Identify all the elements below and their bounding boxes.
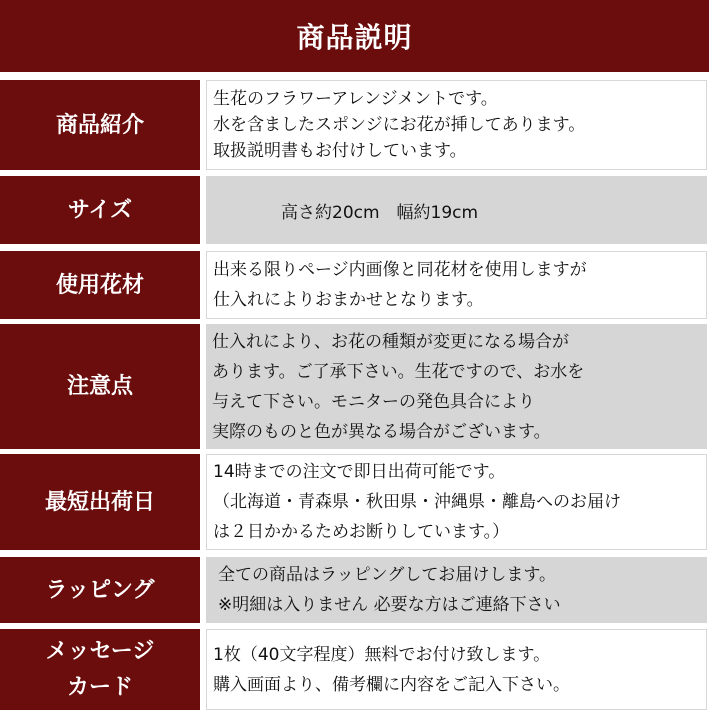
row-label-line: カード	[66, 674, 133, 700]
row-size	[0, 176, 709, 244]
content-line: 仕入れによりおまかせとなります。	[213, 290, 484, 310]
row-content	[206, 176, 707, 244]
content-line: 水を含ましたスポンジにお花が挿してあります。	[213, 115, 586, 135]
row-label: 注意点	[0, 324, 200, 449]
row-label: ラッピング	[0, 557, 200, 623]
row-wrapping	[0, 557, 709, 623]
content-line: 生花のフラワーアレンジメントです。	[213, 89, 498, 109]
content-line: あります。ご了承下さい。生花ですので、お水を	[212, 361, 585, 382]
content-line: ※明細は入りません 必要な方はご連絡下さい	[218, 595, 561, 615]
row-label: サイズ	[0, 176, 200, 244]
row-product-intro	[0, 80, 709, 170]
content-line: 与えて下さい。モニターの発色具合により	[212, 391, 535, 412]
row-shipping	[0, 454, 709, 550]
row-label-line: メッセージ	[45, 638, 155, 664]
row-flower-materials	[0, 251, 709, 319]
row-content	[206, 251, 707, 319]
row-message-card	[0, 629, 709, 710]
content-line: は２日かかるためお断りしています。）	[213, 522, 510, 542]
row-content	[206, 324, 707, 449]
row-content	[206, 454, 707, 550]
row-content	[206, 80, 707, 170]
content-line: 仕入れにより、お花の種類が変更になる場合が	[212, 331, 569, 352]
row-content	[206, 557, 707, 623]
content-line: 全ての商品はラッピングしてお届けします。	[218, 565, 556, 585]
content-line: 実際のものと色が異なる場合がございます。	[212, 421, 551, 442]
content-line: （北海道・青森県・秋田県・沖縄県・離島へのお届け	[213, 492, 621, 512]
content-line: 購入画面より、備考欄に内容をご記入下さい。	[213, 674, 570, 695]
row-label: 商品紹介	[0, 80, 200, 170]
content-line: 高さ約20cm 幅約19cm	[281, 202, 479, 223]
row-notes	[0, 324, 709, 449]
page-title: 商品説明	[0, 0, 709, 72]
row-label: 最短出荷日	[0, 454, 200, 550]
row-label	[0, 629, 200, 710]
row-content	[206, 629, 707, 710]
row-label: 使用花材	[0, 251, 200, 319]
content-line: 出来る限りページ内画像と同花材を使用しますが	[213, 260, 587, 280]
content-line: 14時までの注文で即日出荷可能です。	[213, 462, 506, 482]
content-line: 1枚（40文字程度）無料でお付け致します。	[213, 644, 551, 665]
content-line: 取扱説明書もお付けしています。	[213, 141, 467, 161]
